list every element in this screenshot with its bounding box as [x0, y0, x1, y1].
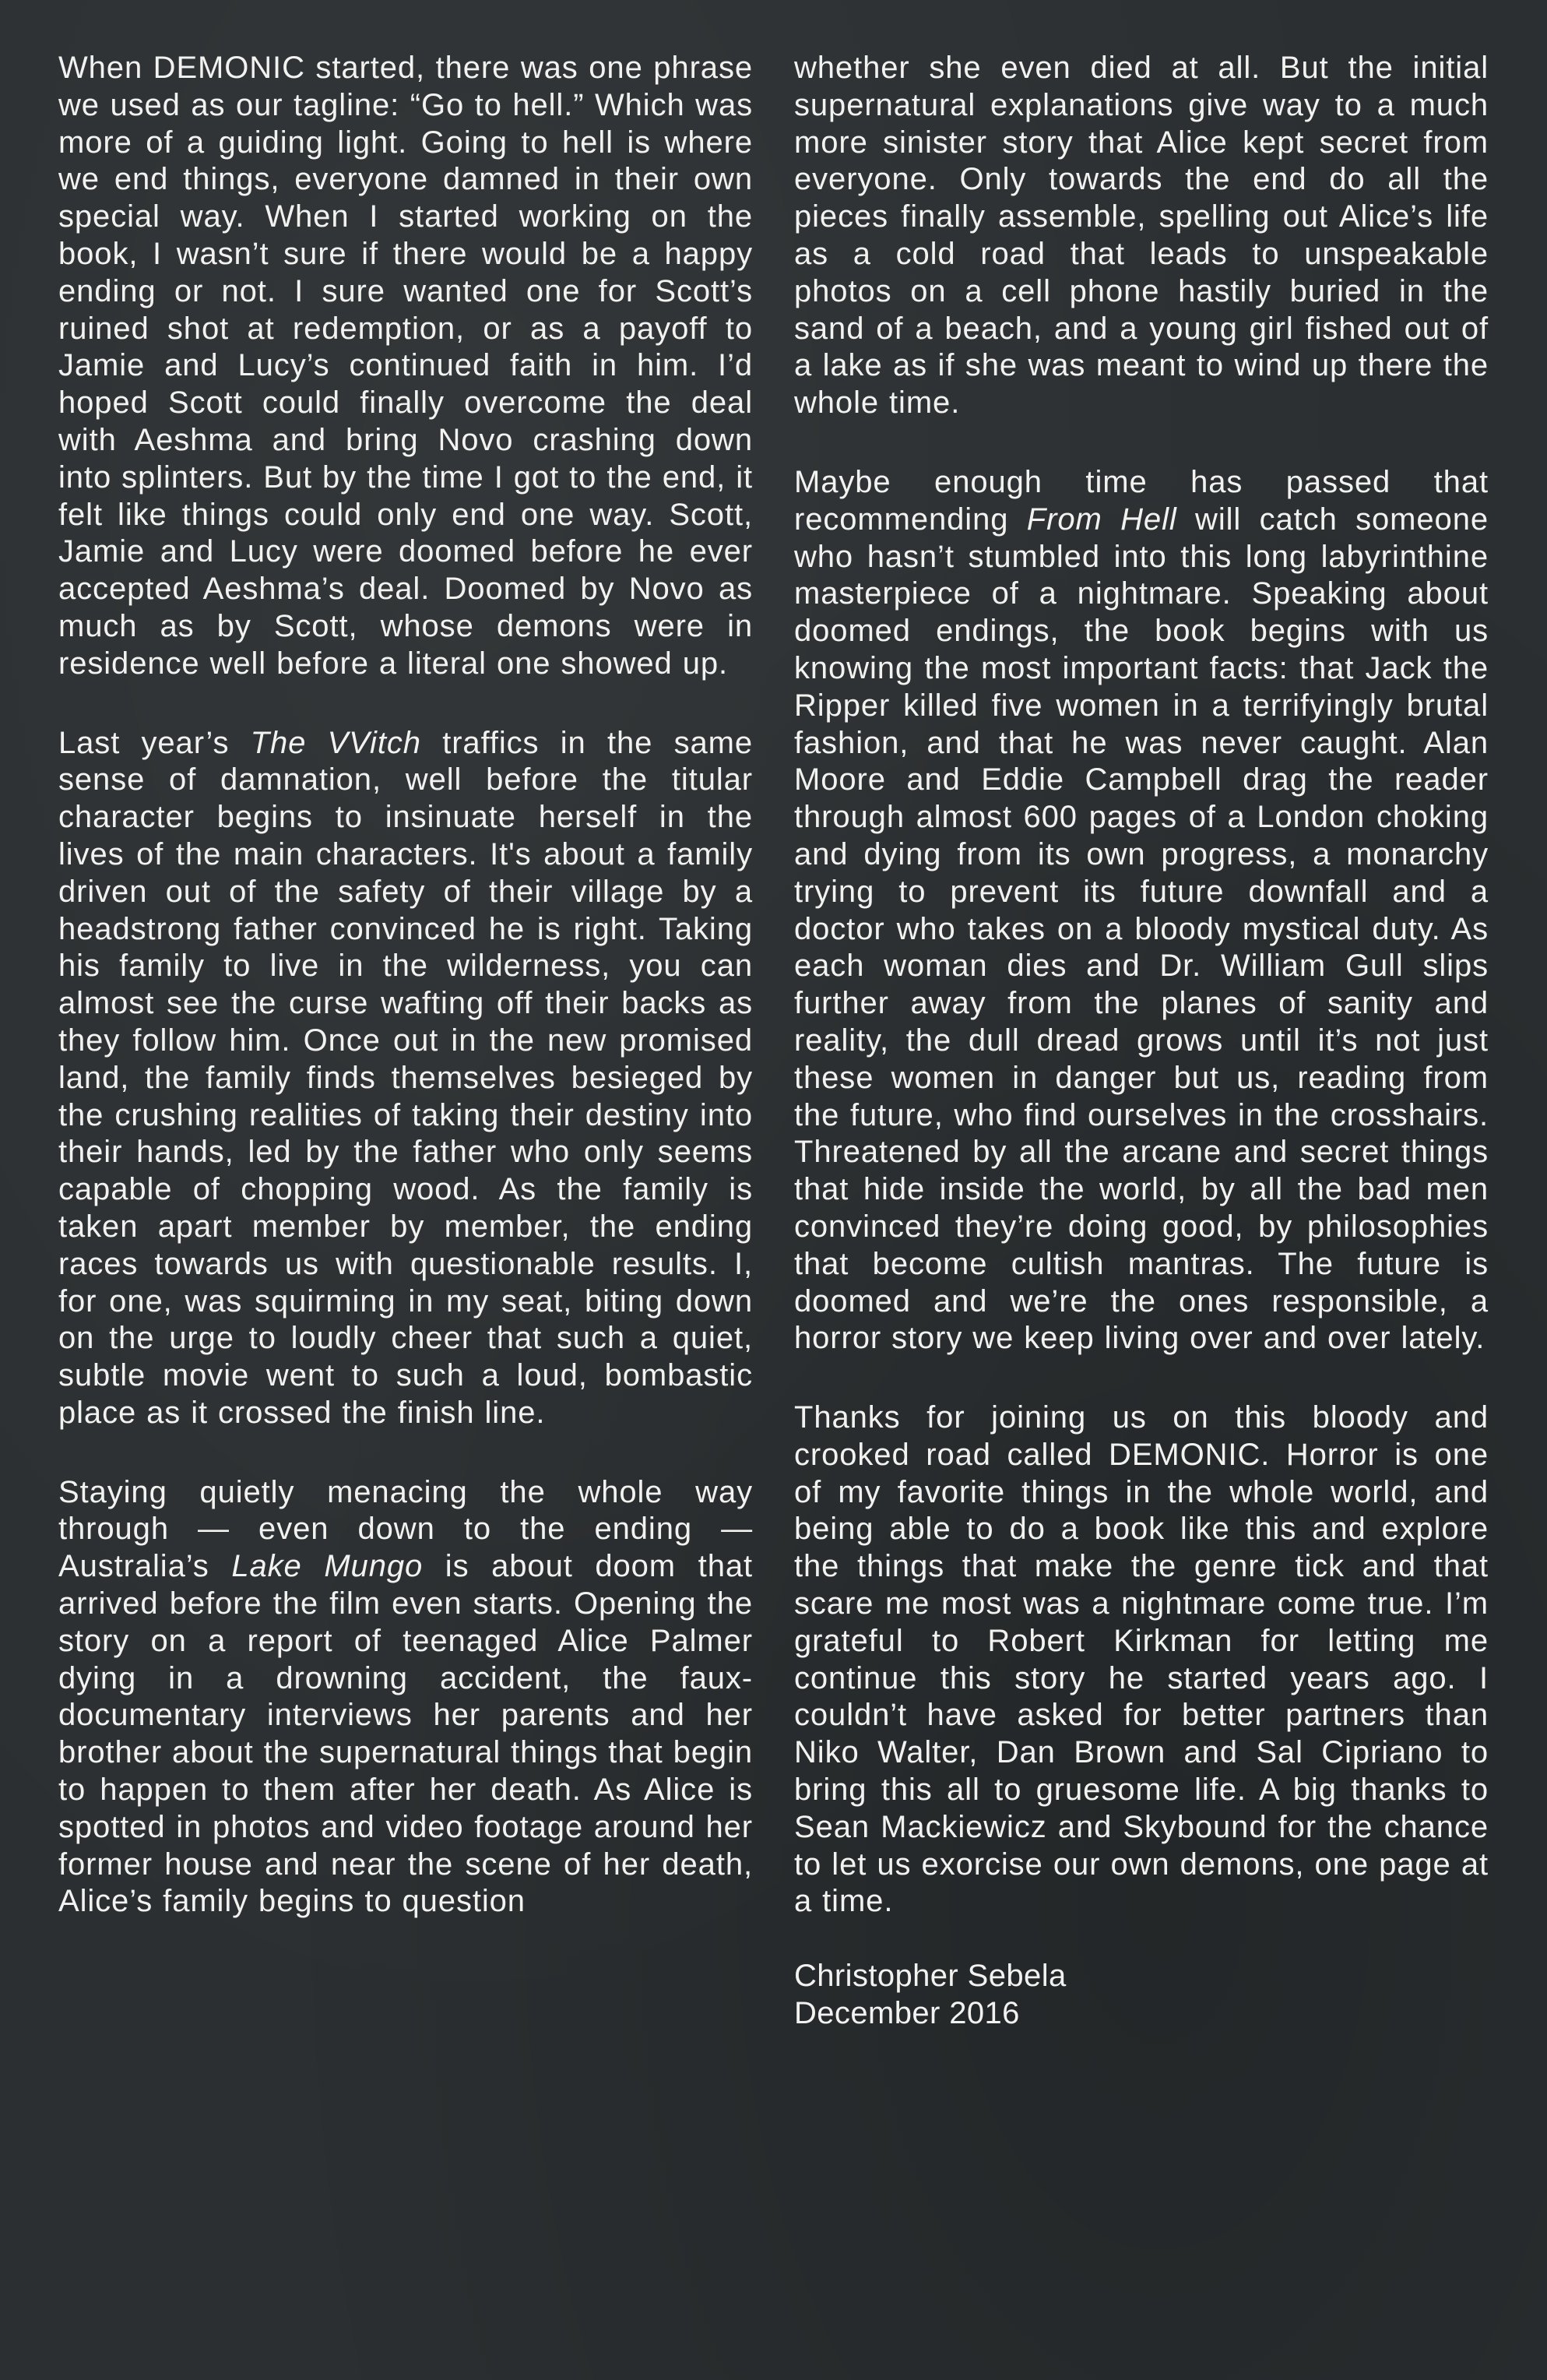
author-name: Christopher Sebela [794, 1959, 1067, 1994]
paragraph-text-before: Last year’s [58, 725, 251, 760]
paragraph-text: When DEMONIC started, there was one phrase we used as our tagline: “Go to hell.” Which was more of a guiding light. Going to hell is where we end things, everyone damned in their own special way. When I started working on the book, I wasn’t sure if there would be a happy ending or not. I sure wanted one for Scott’s ruined shot at redemption, or as a payoff to Jamie and Lucy’s continued faith in him. I’d hoped Scott could finally overcome the deal with Aeshma and bring Novo crashing down into splinters. But by the time I got to the end, it felt like things could only end one way. Scott, Jamie and Lucy were doomed before he ever accepted Aeshma’s deal. Doomed by Novo as much as by Scott, whose demons were in residence well before a literal one showed up. [58, 51, 753, 681]
paragraph-text-after: is about doom that arrived before the film even starts. Opening the story on a report of teenaged Alice Palmer dying in a drowning accident, the faux-documentary interviews her parents and her brother about the supernatural things that begin to happen to them after her death. As Alice is spotted in photos and video footage around her former house and near the scene of her death, Alice’s family begins to question [58, 1549, 754, 1919]
book-title-from-hell: From Hell [1026, 502, 1177, 537]
paragraph-thanks [794, 1399, 1489, 1921]
paragraph-lake-mungo [58, 1474, 753, 1921]
left-column [58, 50, 753, 1963]
paragraph-text-after: traffics in the same sense of damnation, well before the titular character begins to insinuate herself in the lives of the main characters. It's about a family driven out of the safety of their village by a headstrong father convinced he is right. Taking his family to live in the wilderness, you can almost see the curse wafting off their backs as they follow him. Once out in the new promised land, the family finds themselves besieged by the crushing realities of taking their destiny into their hands, led by the father who only seems capable of chopping wood. As the family is taken apart member by member, the ending races towards us with questionable results. I, for one, was squirming in my seat, biting down on the urge to loudly cheer that such a quiet, subtle movie went to such a loud, bombastic place as it crossed the finish line. [58, 725, 754, 1430]
paragraph-from-hell [794, 464, 1489, 1357]
paragraph-text: Thanks for joining us on this bloody and crooked road called DEMONIC. Horror is one of my favorite things in the whole world, and being able to do a book like this and explore the things that make the genre tick and that scare me most was a nightmare come true. I’m grateful to Robert Kirkman for letting me continue this story he started years ago. I couldn’t have asked for better partners than Niko Walter, Dan Brown and Sal Cipriano to bring this all to gruesome life. A big thanks to Sean Mackiewicz and Skybound for the chance to let us exorcise our own demons, one page at a time. [794, 1400, 1489, 1919]
paragraph-demonic-intro [58, 50, 753, 683]
signature-block [794, 1958, 1489, 2033]
signature-date: December 2016 [794, 1996, 1020, 2031]
right-column [794, 50, 1489, 2033]
paragraph-text-before: Maybe enough time has passed that recommending [794, 464, 1489, 537]
paragraph-text: whether she even died at all. But the initial supernatural explanations give way to a much more sinister story that Alice kept secret from everyone. Only towards the end do all the pieces finally assemble, spelling out Alice’s life as a cold road that leads to unspeakable photos on a cell phone hastily buried in the sand of a beach, and a young girl fished out of a lake as if she was meant to wind up there the whole time. [794, 51, 1489, 421]
film-title-the-vvitch: The VVitch [250, 725, 421, 760]
paragraph-text-before: Staying quietly menacing the whole way through — even down to the ending — Australia’s [58, 1474, 753, 1584]
paragraph-lake-mungo-continued [794, 50, 1489, 422]
film-title-lake-mungo: Lake Mungo [231, 1549, 424, 1584]
paragraph-the-vvitch [58, 725, 753, 1432]
paragraph-text-after: will catch someone who hasn’t stumbled into this long labyrinthine masterpiece of a nightmare. Speaking about doomed endings, the book begins with us knowing the most important facts: that Jack the Ripper killed five women in a terrifyingly brutal fashion, and that he was never caught. Alan Moore and Eddie Campbell drag the reader through almost 600 pages of a London choking and dying from its own progress, a monarchy trying to prevent its future downfall and a doctor who takes on a bloody mystical duty. As each woman dies and Dr. William Gull slips further away from the planes of sanity and reality, the dull dread grows until it’s not just these women in danger but us, reading from the future, who find ourselves in the crosshairs. Threatened by all the arcane and secret things that hide inside the world, by all the bad men convinced they’re doing good, by philosophies that become cultish mantras. The future is doomed and we’re the ones responsible, a horror story we keep living over and over lately. [794, 502, 1489, 1356]
